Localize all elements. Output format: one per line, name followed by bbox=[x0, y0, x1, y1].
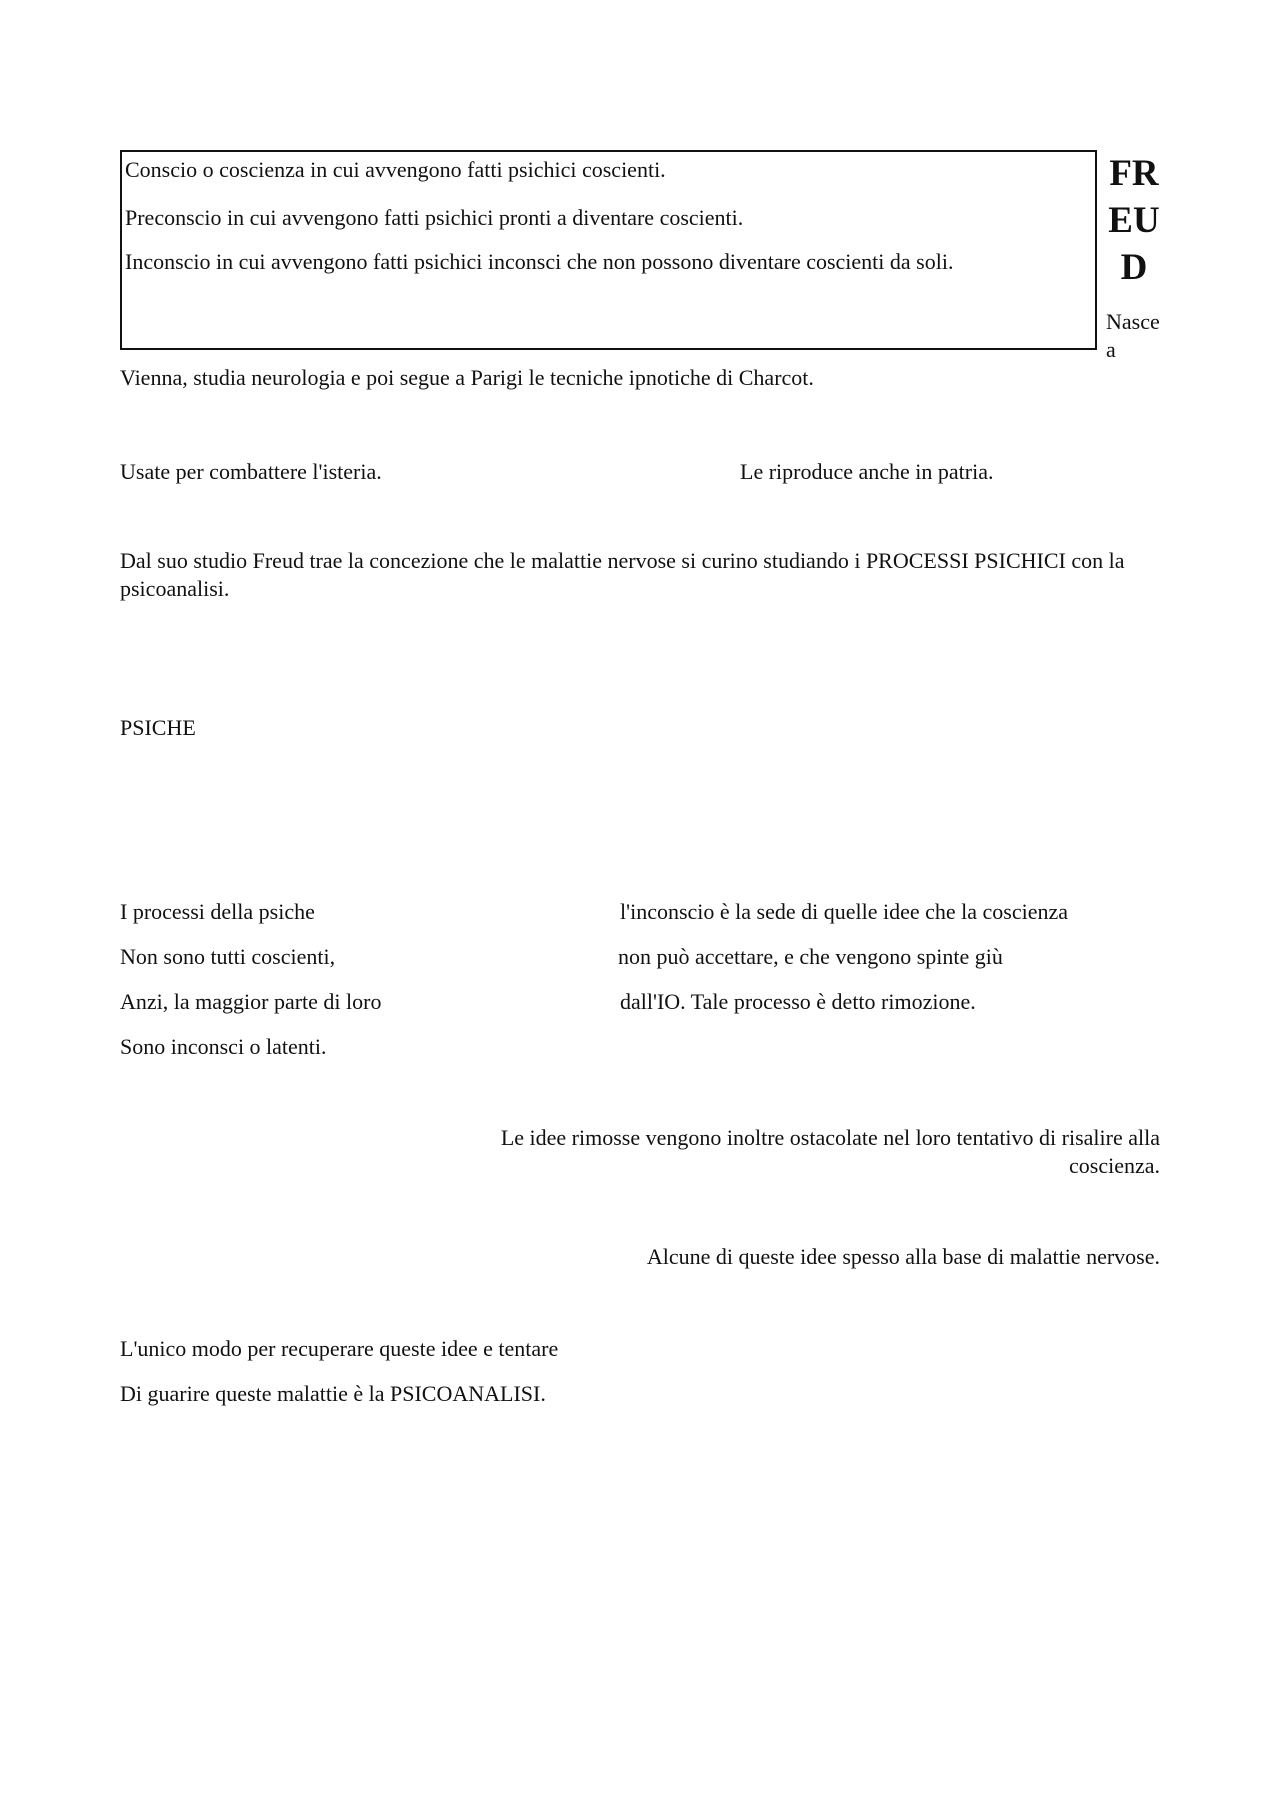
conclusione-line-2: Di guarire queste malattie è la PSICOANALISI. bbox=[120, 1381, 546, 1406]
title-line-2: EU bbox=[1108, 200, 1160, 241]
conclusione-line-1: L'unico modo per recuperare queste idee e tentare bbox=[120, 1336, 559, 1361]
inconscio-text: Inconscio in cui avvengono fatti psichici inconsci che non possono diventare coscienti da soli. bbox=[125, 249, 954, 274]
alcune-paragraph: Alcune di queste idee spesso alla base di malattie nervose. bbox=[646, 1244, 1160, 1269]
processi-left-line-3: Anzi, la maggior parte di loro bbox=[120, 989, 382, 1014]
processi-left-line-1: I processi della psiche bbox=[120, 899, 315, 924]
processi-right-line-1: l'inconscio è la sede di quelle idee che la coscienza bbox=[620, 899, 1069, 924]
concezione-paragraph: Dal suo studio Freud trae la concezione che le malattie nervose si curino studiando i PROCESSI PSICHICI con la psicoanalisi. bbox=[120, 548, 1125, 601]
processi-left-line-2: Non sono tutti coscienti, bbox=[120, 944, 336, 969]
title-line-3: D bbox=[1120, 247, 1148, 288]
processi-left-line-4: Sono inconsci o latenti. bbox=[120, 1034, 327, 1059]
psyche-levels-box bbox=[120, 150, 1097, 350]
usate-text: Usate per combattere l'isteria. bbox=[120, 459, 382, 484]
preconscio-text: Preconscio in cui avvengono fatti psichici pronti a diventare coscienti. bbox=[125, 205, 744, 230]
conscio-text: Conscio o coscienza in cui avvengono fatti psichici coscienti. bbox=[125, 157, 666, 182]
rimosse-paragraph: Le idee rimosse vengono inoltre ostacolate nel loro tentativo di risalire alla coscienza. bbox=[500, 1125, 1160, 1178]
nasce-text: Nasce a bbox=[1106, 309, 1160, 362]
processi-right-line-2: non può accettare, e che vengono spinte giù bbox=[618, 944, 1003, 969]
vienna-text: Vienna, studia neurologia e poi segue a Parigi le tecniche ipnotiche di Charcot. bbox=[120, 365, 814, 390]
riproduce-text: Le riproduce anche in patria. bbox=[740, 459, 994, 484]
title-line-1: FR bbox=[1109, 153, 1159, 194]
processi-right-line-3: dall'IO. Tale processo è detto rimozione. bbox=[620, 989, 976, 1014]
psiche-heading: PSICHE bbox=[120, 715, 196, 740]
page-title bbox=[1104, 150, 1164, 291]
